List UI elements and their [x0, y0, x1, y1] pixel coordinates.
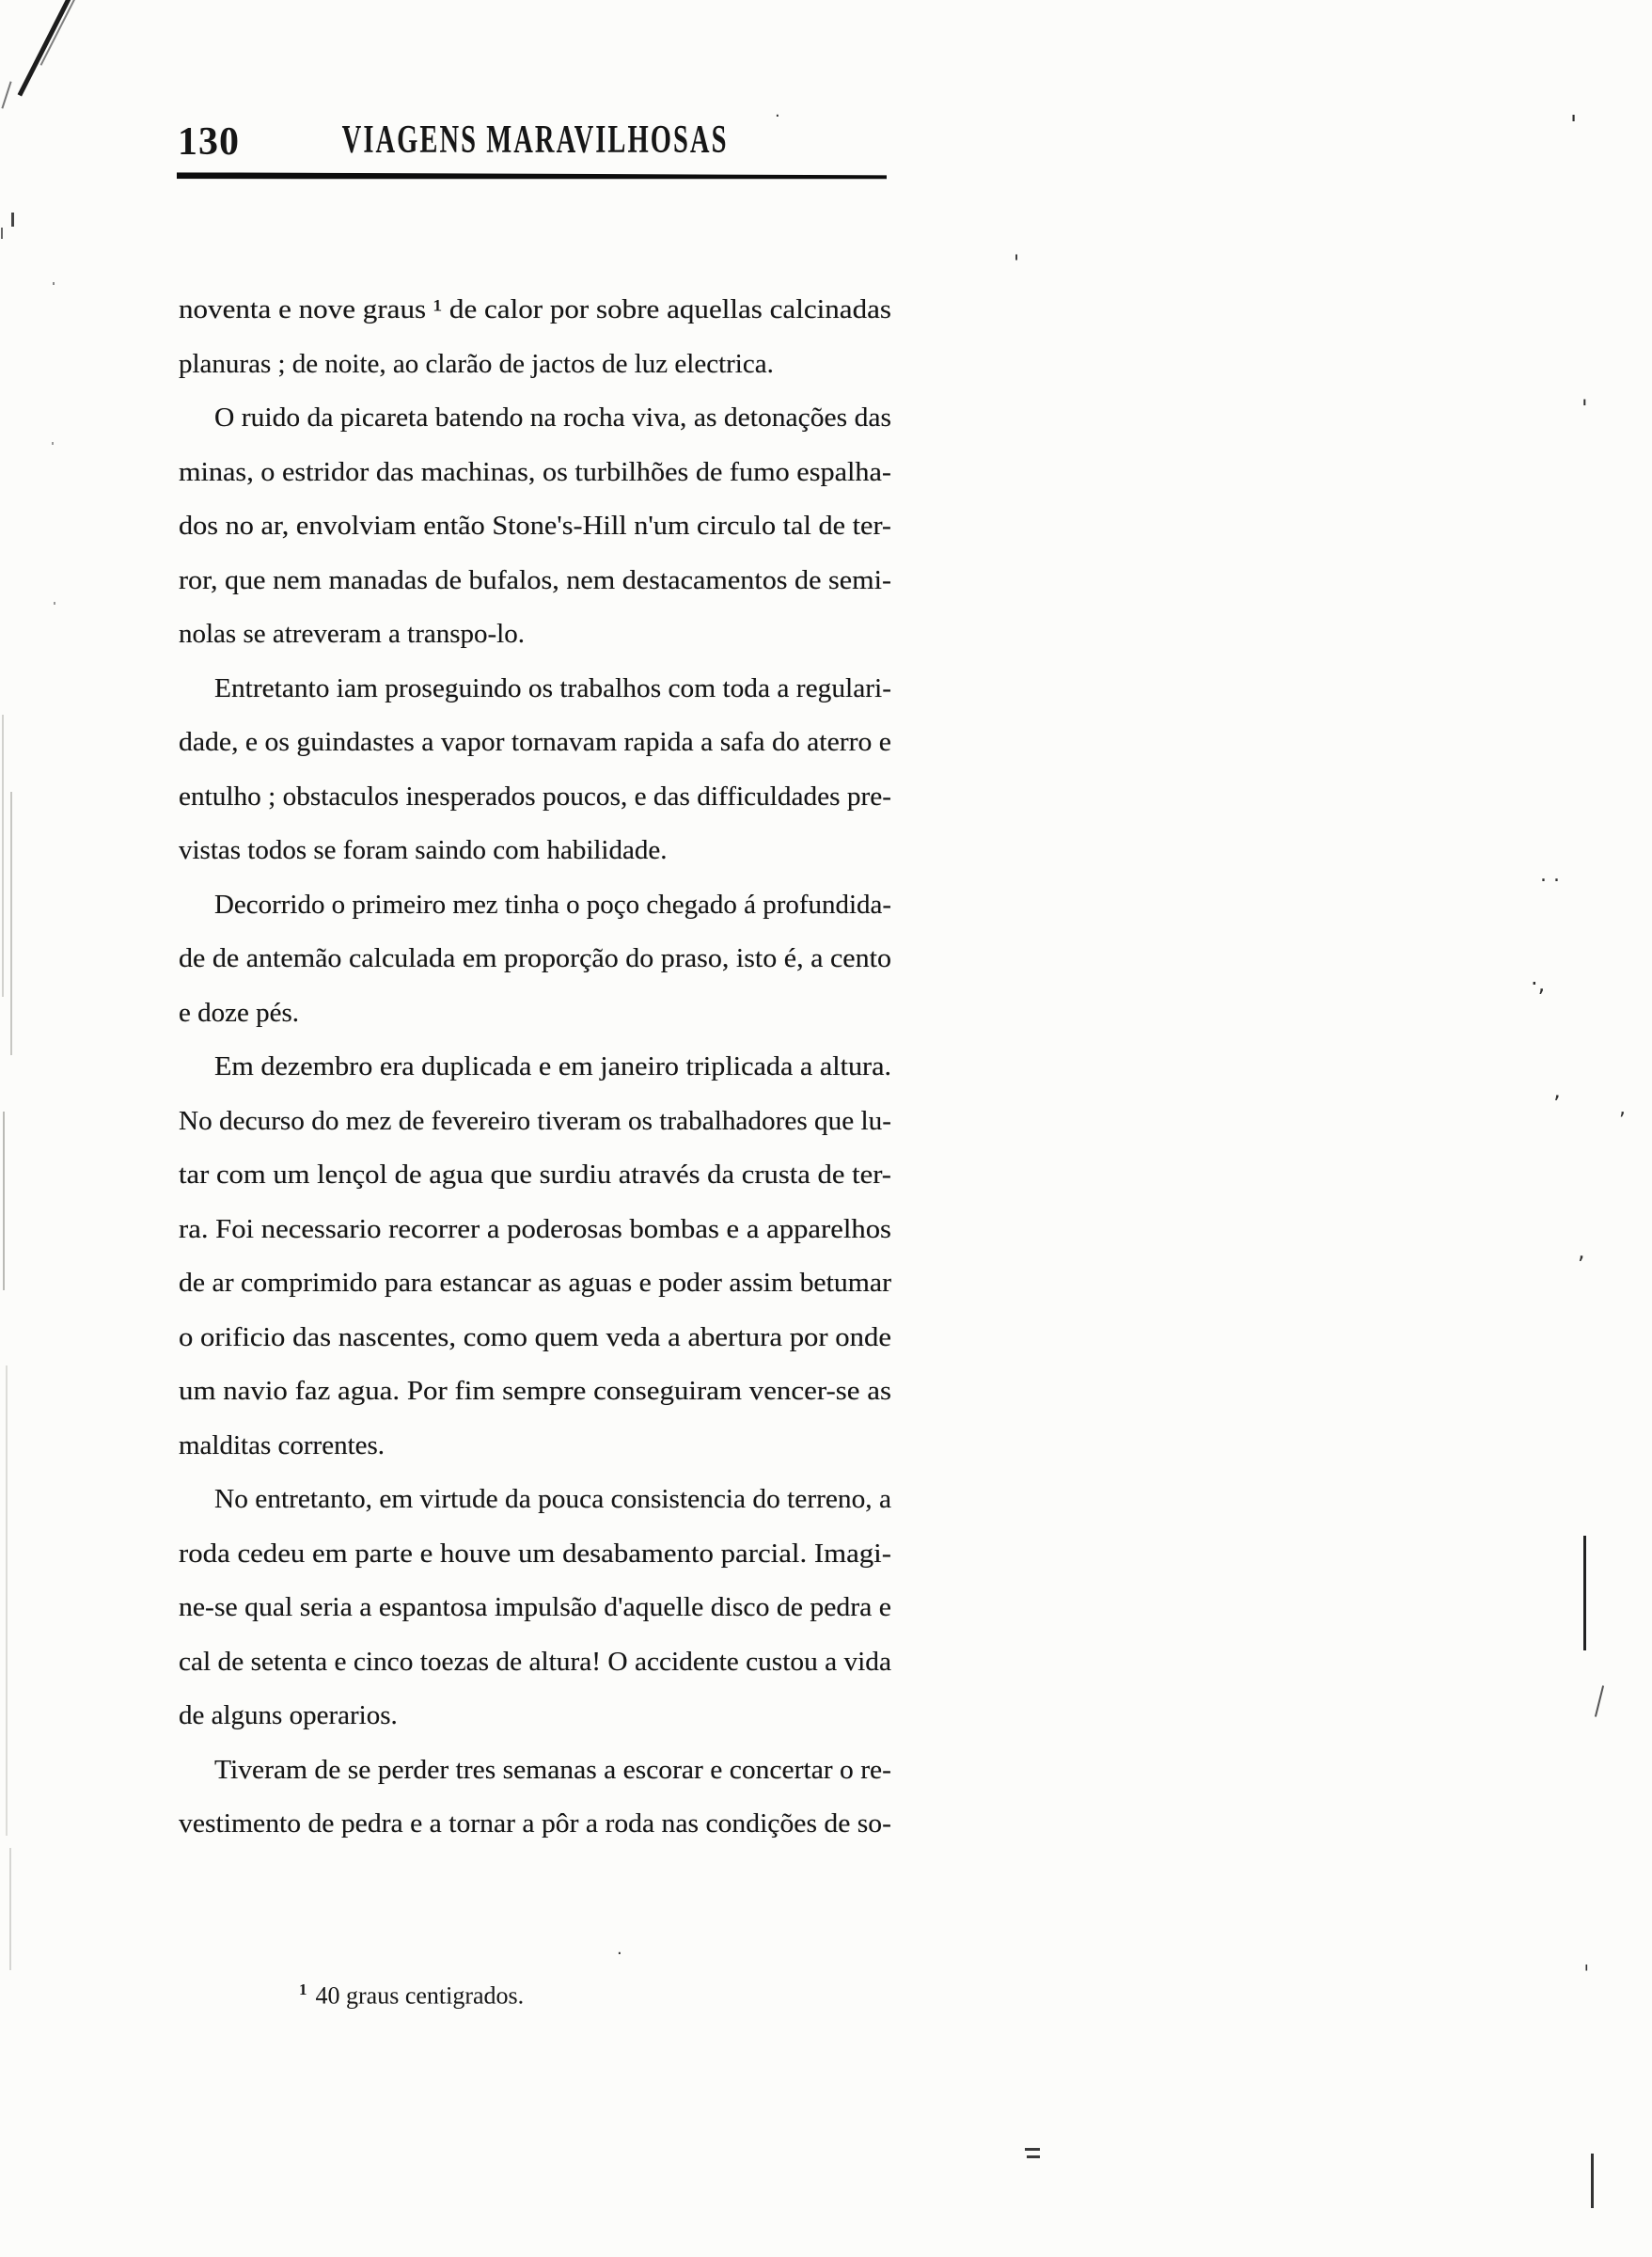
text-line — [179, 986, 891, 1041]
text-line-content: Entretanto iam proseguindo os trabalhos com toda a regulari- — [214, 672, 891, 703]
scan-artifact — [1595, 1685, 1604, 1716]
text-line-content: vistas todos se foram saindo com habilidade. — [179, 835, 668, 865]
scan-artifact — [3, 1112, 5, 1290]
text-line-content: planuras ; de noite, ao clarão de jactos de luz electrica. — [179, 348, 774, 379]
scan-artifact — [2, 715, 4, 997]
scan-artifact — [1, 228, 3, 239]
text-line — [179, 391, 891, 446]
text-line-content: ror, que nem manadas de bufalos, nem destacamentos de semi- — [179, 564, 891, 595]
scan-artifact — [11, 213, 14, 227]
text-line-content: Decorrido o primeiro mez tinha o poço chegado á profundida- — [214, 889, 891, 920]
text-line — [179, 1689, 891, 1744]
text-line — [179, 1311, 891, 1365]
text-line — [179, 1365, 891, 1419]
text-line-content: entulho ; obstaculos inesperados poucos, e das difficuldades pre- — [179, 781, 891, 812]
text-line — [179, 1635, 891, 1690]
text-line-content: vestimento de pedra e a tornar a pôr a roda nas condições de so- — [179, 1808, 892, 1839]
text-line-content: dade, e os guindastes a vapor tornavam rapida a safa do aterro e — [179, 727, 891, 757]
text-line — [179, 1473, 891, 1527]
scan-speck: , — [1578, 1238, 1585, 1264]
scan-artifact — [1027, 2155, 1040, 2158]
text-line — [179, 1256, 891, 1311]
text-line — [179, 1744, 891, 1798]
text-line-content: ra. Foi necessario recorrer a poderosas bombas e a apparelhos — [179, 1213, 891, 1244]
text-line-content: de alguns operarios. — [179, 1700, 398, 1730]
text-line — [179, 1148, 891, 1203]
scan-artifact — [53, 282, 55, 285]
body-text — [179, 283, 891, 1852]
text-line-content: No entretanto, em virtude da pouca consistencia do terreno, a — [214, 1484, 891, 1514]
text-line — [179, 608, 891, 662]
text-line — [179, 554, 891, 608]
footnote-text: 40 graus centigrados. — [315, 1981, 525, 2010]
running-title-text: VIAGENS MARAVILHOSAS — [341, 118, 729, 162]
text-line-content: No decurso do mez de fevereiro tiveram os trabalhadores que lu- — [179, 1105, 891, 1136]
scan-speck: . — [617, 1939, 622, 1959]
scan-speck: ' — [1014, 252, 1020, 276]
scan-speck: , — [1619, 1097, 1626, 1120]
scan-speck: ’ — [1553, 1091, 1561, 1117]
scan-artifact — [1025, 2148, 1040, 2151]
scan-artifact — [1591, 2154, 1594, 2208]
running-title — [179, 118, 891, 163]
text-line-content: O ruido da picareta batendo na rocha viva, as detonações das — [214, 402, 891, 433]
scan-speck: ˌ — [1583, 1947, 1590, 1973]
text-line-content: ne-se qual seria a espantosa impulsão d'aquelle disco de pedra e — [179, 1592, 891, 1622]
scan-speck: . — [775, 102, 780, 121]
header-rule — [177, 172, 887, 181]
text-line-content: e doze pés. — [179, 997, 300, 1028]
text-line-content: minas, o estridor das machinas, os turbilhões de fumo espalha- — [179, 456, 891, 487]
text-line-content: de ar comprimido para estancar as aguas e poder assim betumar — [179, 1268, 891, 1298]
scan-artifact — [52, 442, 54, 445]
scan-speck: ·, — [1531, 971, 1546, 997]
text-line — [179, 662, 891, 717]
text-line — [179, 1040, 891, 1095]
text-line — [179, 499, 891, 554]
text-line — [179, 1797, 891, 1852]
scan-artifact — [10, 792, 12, 1055]
text-line — [179, 1419, 891, 1474]
text-line — [179, 824, 891, 878]
text-line — [179, 1095, 891, 1149]
text-line — [179, 283, 891, 338]
text-line-content: tar com um lençol de agua que surdiu através da crusta de ter- — [179, 1160, 891, 1190]
text-line — [179, 716, 891, 770]
text-line-content: o orificio das nascentes, como quem veda a abertura por onde — [179, 1321, 891, 1352]
footnote-marker: 1 — [299, 1981, 307, 1998]
text-line — [179, 338, 891, 392]
text-line-content: dos no ar, envolviam então Stone's-Hill n'um circulo tal de ter- — [179, 511, 891, 541]
scan-artifact — [9, 1848, 11, 1970]
scan-artifact — [6, 1365, 8, 1836]
page-number: 130 — [178, 120, 240, 164]
text-line — [179, 1581, 891, 1635]
text-line-content: um navio faz agua. Por fim sempre conseguiram vencer-se as — [179, 1376, 891, 1406]
text-line — [179, 878, 891, 933]
text-line — [179, 446, 891, 500]
text-line — [179, 770, 891, 825]
scan-artifact — [54, 602, 55, 605]
text-line-content: nolas se atreveram a transpo-lo. — [179, 619, 525, 649]
text-line — [179, 932, 891, 986]
footnote — [299, 1971, 524, 2015]
text-line-content: Tiveram de se perder tres semanas a escorar e concertar o re- — [214, 1754, 892, 1785]
text-line — [179, 1527, 891, 1582]
text-line-content: Em dezembro era duplicada e em janeiro triplicada a altura. — [214, 1051, 891, 1081]
text-line-content: cal de setenta e cinco toezas de altura! O accidente custou a vida — [179, 1646, 892, 1677]
text-line-content: malditas correntes. — [179, 1429, 385, 1460]
scan-speck: ' — [1570, 111, 1578, 139]
scan-artifact — [1583, 1536, 1586, 1650]
scan-speck: . . — [1540, 863, 1560, 887]
text-line-content: noventa e nove graus ¹ de calor por sobre aquellas calcinadas — [179, 294, 891, 324]
text-line-content: roda cedeu em parte e houve um desabamento parcial. Imagi- — [179, 1538, 891, 1569]
text-line — [179, 1203, 891, 1257]
text-line-content: de de antemão calculada em proporção do praso, isto é, a cento — [179, 943, 891, 973]
scan-speck: ' — [1581, 395, 1588, 421]
scan-artifact — [1, 81, 11, 108]
